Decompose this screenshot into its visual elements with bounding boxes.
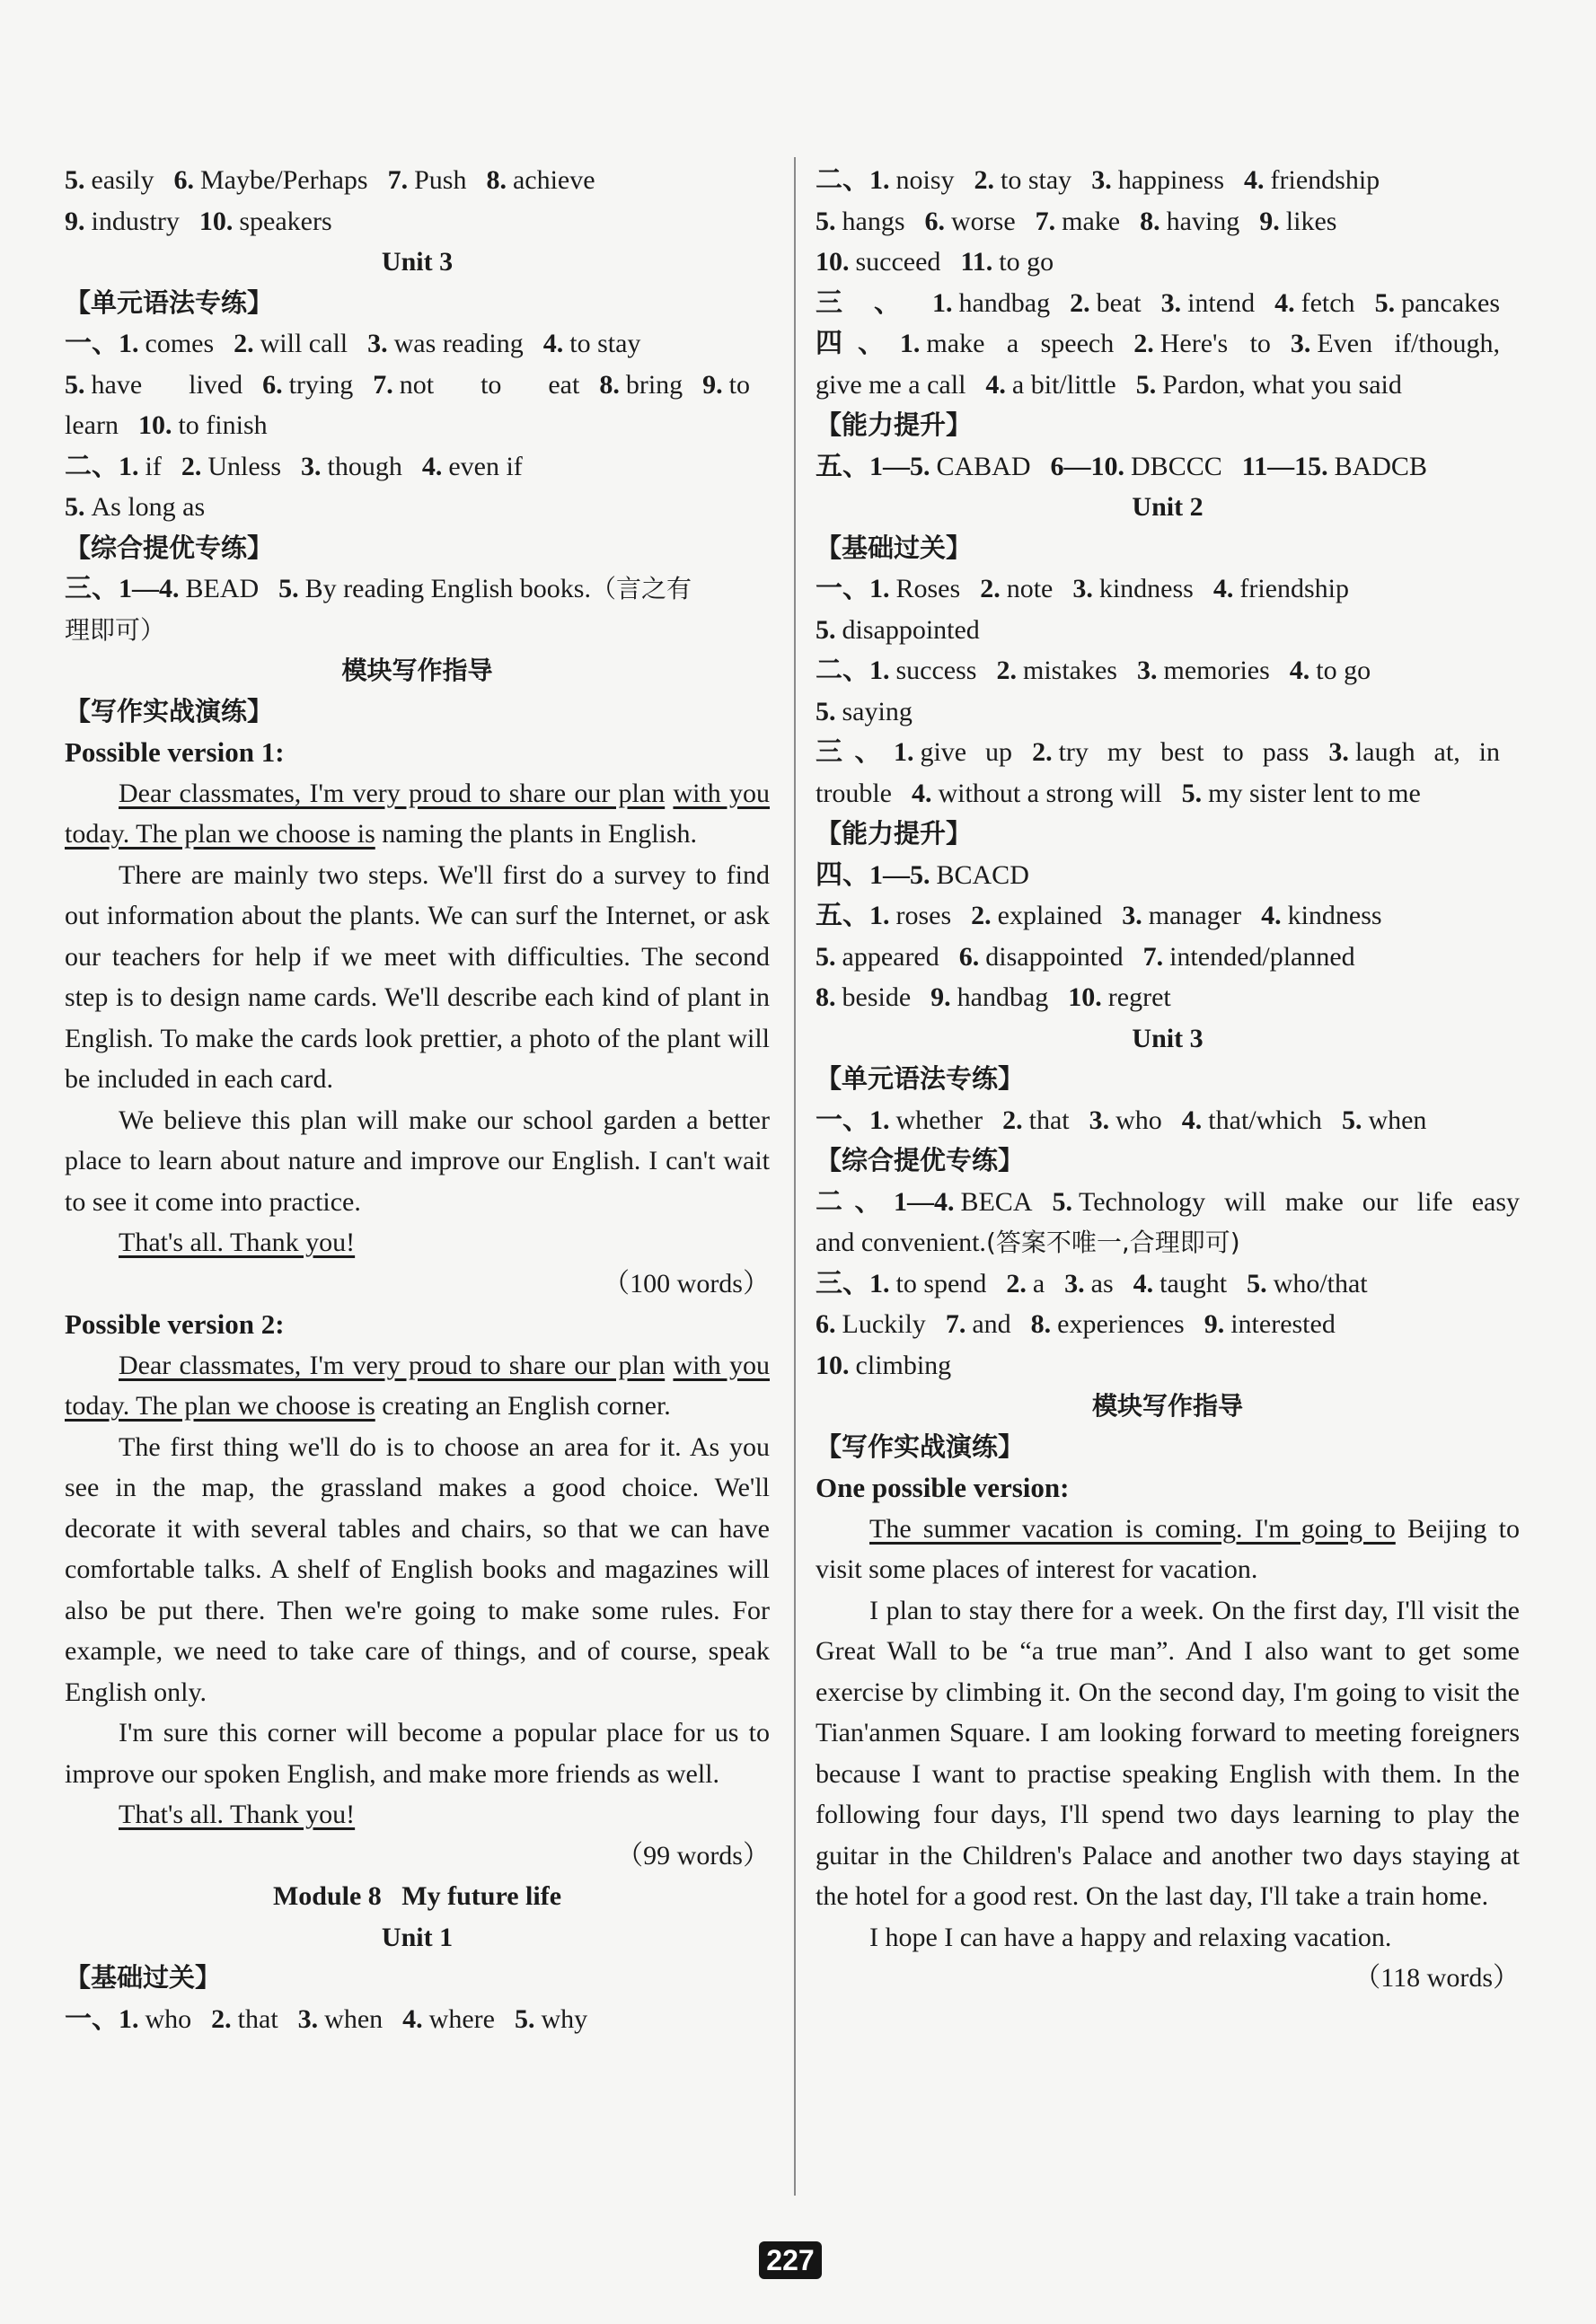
answer-text: and convenient. xyxy=(816,1228,986,1257)
underlined-text: That's all. Thank you! xyxy=(119,1228,356,1257)
essay-paragraph: The first thing we'll do is to choose an area for it. As you see in the map, the grassland makes a good choice. We'll decorate it with several tables and chairs, so that we can have comfortable talks. A shelf of English books and magazines will also be put there. Then we're going to make some rules. For example, we need to take care of things, and of course, speak English only. xyxy=(65,1431,770,1707)
answer-text: if xyxy=(145,451,162,481)
answer-line xyxy=(816,242,1520,283)
version-title: Possible version 2: xyxy=(65,1308,285,1340)
answer-line xyxy=(816,1345,1520,1386)
essay-text: naming the plants in English. xyxy=(375,819,698,849)
section-title: 【基础过关】 xyxy=(65,1962,222,1993)
question-number: 4. xyxy=(421,451,443,481)
section-prefix: 四、 xyxy=(816,329,900,358)
right-column xyxy=(816,160,1520,1999)
answer-line xyxy=(816,773,1520,814)
question-number: 10. xyxy=(1068,982,1102,1012)
answer-line xyxy=(816,1222,1520,1263)
question-number: 3. xyxy=(1290,329,1311,358)
answer-text: manager xyxy=(1148,901,1242,930)
question-number: 10. xyxy=(198,206,234,236)
answer-text: experiences xyxy=(1057,1309,1185,1339)
question-number: 6. xyxy=(958,941,980,972)
section-prefix: 五、 xyxy=(816,451,869,481)
question-number: 1. xyxy=(119,451,139,481)
answer-text: Pardon, what you said xyxy=(1162,369,1402,400)
question-number: 4. xyxy=(1212,574,1234,603)
answer-text: regret xyxy=(1107,982,1171,1012)
question-number: 1—5. xyxy=(869,451,930,481)
answer-text: who xyxy=(145,2003,192,2034)
question-number: 4. xyxy=(911,778,932,808)
answer-line xyxy=(816,610,1520,651)
answer-line xyxy=(816,691,1520,733)
section-prefix: 二、 xyxy=(65,451,119,481)
essay-paragraph xyxy=(816,1509,1520,1590)
answer-text: fetch xyxy=(1301,287,1355,318)
question-number: 6. xyxy=(262,369,283,400)
section-heading: 模块写作指导 xyxy=(1091,1391,1243,1421)
question-number: 9. xyxy=(1204,1309,1225,1339)
section-prefix: 三、 xyxy=(65,574,119,603)
section-prefix: 二、 xyxy=(816,1186,894,1217)
answer-text: BCACD xyxy=(936,859,1029,890)
answer-text: pancakes xyxy=(1401,287,1500,318)
question-number: 3. xyxy=(1122,901,1142,930)
question-number: 4. xyxy=(985,369,1006,400)
answer-text: trying xyxy=(288,369,354,400)
question-number: 11. xyxy=(960,247,993,277)
question-number: 5. xyxy=(1135,369,1157,400)
unit-heading: Unit 3 xyxy=(1132,1023,1204,1053)
question-number: 4. xyxy=(1181,1105,1203,1135)
question-number: 5. xyxy=(816,614,836,645)
answer-text: Luckily xyxy=(842,1309,926,1339)
section-prefix: 四、 xyxy=(816,859,869,890)
note-text: （言之有 xyxy=(590,574,692,603)
answer-text: CABAD xyxy=(936,451,1031,481)
question-number: 2. xyxy=(1133,329,1154,358)
question-number: 5. xyxy=(514,2003,535,2034)
question-number: 1—5. xyxy=(869,859,930,890)
answer-text: as xyxy=(1090,1268,1114,1298)
column-divider xyxy=(794,157,796,2196)
essay-text: creating an English corner. xyxy=(375,1391,671,1421)
answer-line xyxy=(816,365,1520,406)
essay-paragraph: There are mainly two steps. We'll first do a survey to find out information about the plants. We can surf the Internet, or ask our teachers for help if we meet with difficulties. The second step is to design name cards. We'll describe each kind of plant in English. To make the cards look prettier, a photo of the plant will be included in each card. xyxy=(65,859,770,1094)
answer-text: where xyxy=(428,2003,495,2034)
question-number: 1—4. xyxy=(119,574,180,603)
answer-text: trouble xyxy=(816,778,892,808)
question-number: 4. xyxy=(402,2003,423,2034)
essay-paragraph: I plan to stay there for a week. On the first day, I'll visit the Great Wall to be “a true man”. And I also want to get some exercise by climbing it. On the second day, I'm going to visit the Tian'anmen Square. I am looking forward to meeting foreigners because I want to practise speaking English with them. In the following four days, I'll spend two days learning to play the guitar in the Children's Palace and another two days staying at the hotel for a good rest. On the last day, I'll take a train home. xyxy=(816,1595,1520,1911)
answer-text: laugh at, in xyxy=(1354,737,1500,767)
question-number: 5. xyxy=(1341,1105,1362,1135)
answer-text: to go xyxy=(1316,656,1371,685)
answer-line xyxy=(65,201,770,242)
question-number: 3. xyxy=(367,329,388,358)
answer-line xyxy=(816,895,1520,937)
answer-text: industry xyxy=(91,206,180,236)
answer-text: intended/planned xyxy=(1169,941,1355,972)
underlined-text: with you today. The plan we choose is xyxy=(65,778,771,849)
answer-line xyxy=(65,160,770,201)
note-text: (答案不唯一,合理即可) xyxy=(985,1228,1240,1257)
section-title: 【基础过关】 xyxy=(816,532,973,563)
answer-text: to spend xyxy=(895,1268,987,1298)
question-number: 1. xyxy=(119,2003,139,2034)
answer-text: succeed xyxy=(855,247,941,277)
answer-line xyxy=(816,160,1520,201)
underlined-text: Dear classmates, I'm very proud to share our plan xyxy=(119,778,666,808)
answer-text: By reading English books. xyxy=(304,574,591,603)
question-number: 2. xyxy=(1006,1268,1027,1298)
question-number: 5. xyxy=(1374,287,1396,318)
question-number: 8. xyxy=(1030,1309,1052,1339)
answer-text: Here's to xyxy=(1160,329,1271,358)
answer-line xyxy=(816,855,1520,896)
answer-text: make xyxy=(1062,206,1121,236)
answer-text: will call xyxy=(260,329,348,358)
question-number: 1. xyxy=(869,574,890,603)
answer-text: was reading xyxy=(393,329,524,358)
answer-text: comes xyxy=(145,329,215,358)
question-number: 6. xyxy=(816,1309,836,1339)
section-title: 【单元语法专练】 xyxy=(65,286,274,318)
answer-text: and xyxy=(972,1309,1011,1339)
section-prefix: 三、 xyxy=(816,737,894,767)
answer-text: Maybe/Perhaps xyxy=(199,165,368,195)
answer-text: learn xyxy=(65,410,119,440)
section-prefix: 一、 xyxy=(816,574,869,603)
answer-text: without a strong will xyxy=(938,778,1162,808)
answer-text: to stay xyxy=(569,329,641,358)
answer-text: even if xyxy=(448,451,523,481)
answer-text: explained xyxy=(997,901,1103,930)
question-number: 7. xyxy=(945,1309,966,1339)
question-number: 3. xyxy=(297,2003,319,2034)
unit-heading: Unit 3 xyxy=(381,247,454,277)
answer-text: Even if/though, xyxy=(1317,329,1501,358)
question-number: 3. xyxy=(1091,165,1112,195)
answer-text: make a speech xyxy=(926,329,1115,358)
answer-text: give up xyxy=(920,737,1013,767)
answer-text: having xyxy=(1166,206,1240,236)
question-number: 1. xyxy=(869,1105,890,1135)
question-number: 5. xyxy=(1052,1186,1072,1217)
section-title: 【能力提升】 xyxy=(816,818,973,849)
question-number: 10. xyxy=(137,410,172,440)
answer-text: to xyxy=(728,369,751,400)
question-number: 3. xyxy=(301,451,322,481)
answer-text: a xyxy=(1032,1268,1045,1298)
answer-text: intend xyxy=(1187,287,1256,318)
essay-paragraph xyxy=(65,1222,770,1263)
question-number: 6. xyxy=(924,206,945,236)
question-number: 2. xyxy=(974,165,995,195)
answer-text: hangs xyxy=(842,206,905,236)
note-text: 理即可） xyxy=(65,614,166,645)
question-number: 2. xyxy=(1032,737,1053,767)
answer-text: easily xyxy=(91,165,154,195)
answer-line xyxy=(816,323,1520,365)
answer-text: mistakes xyxy=(1022,656,1117,685)
answer-line xyxy=(65,365,770,406)
answer-text: memories xyxy=(1163,656,1270,685)
question-number: 5. xyxy=(278,574,299,603)
answer-text: who/that xyxy=(1273,1268,1368,1298)
unit-heading: Unit 2 xyxy=(1132,492,1204,522)
answer-text: beside xyxy=(842,982,912,1012)
question-number: 1. xyxy=(869,656,890,685)
answer-text: roses xyxy=(895,901,952,930)
question-number: 8. xyxy=(599,369,620,400)
answer-text: note xyxy=(1006,574,1054,603)
answer-line xyxy=(816,283,1520,324)
underlined-text: Dear classmates, I'm very proud to share our plan xyxy=(119,1350,666,1380)
question-number: 2. xyxy=(971,901,992,930)
answer-text: achieve xyxy=(512,165,595,195)
answer-text: handbag xyxy=(957,982,1049,1012)
answer-text: DBCCC xyxy=(1131,451,1222,481)
question-number: 4. xyxy=(542,329,564,358)
question-number: 1. xyxy=(869,1268,890,1298)
section-prefix: 一、 xyxy=(816,1105,869,1135)
question-number: 1. xyxy=(931,287,953,318)
question-number: 5. xyxy=(816,206,836,236)
answer-text: noisy xyxy=(895,165,955,195)
answer-line xyxy=(65,568,770,610)
answer-text: though xyxy=(327,451,402,481)
answer-text: that/which xyxy=(1208,1105,1322,1135)
question-number: 8. xyxy=(816,982,836,1012)
question-number: 5. xyxy=(816,941,836,972)
answer-text: happiness xyxy=(1117,165,1225,195)
essay-paragraph: I hope I can have a happy and relaxing vacation. xyxy=(869,1922,1392,1952)
question-number: 3. xyxy=(1328,737,1349,767)
answer-line xyxy=(816,201,1520,242)
answer-line xyxy=(816,568,1520,610)
section-heading: 模块写作指导 xyxy=(341,656,493,685)
answer-line xyxy=(816,1100,1520,1141)
question-number: 4. xyxy=(1289,656,1310,685)
question-number: 5. xyxy=(1247,1268,1267,1298)
section-title: 【综合提优专练】 xyxy=(816,1145,1025,1175)
question-number: 7. xyxy=(387,165,409,195)
answer-text: worse xyxy=(951,206,1016,236)
question-number: 2. xyxy=(980,574,1001,603)
essay-paragraph xyxy=(65,1345,770,1427)
section-title: 【写作实战演练】 xyxy=(816,1430,1025,1462)
answer-text: Push xyxy=(414,165,467,195)
answer-line xyxy=(816,1182,1520,1223)
word-count: （99 words） xyxy=(616,1840,770,1871)
question-number: 4. xyxy=(1274,287,1295,318)
word-count: （118 words） xyxy=(1354,1963,1520,1993)
question-number: 4. xyxy=(1244,165,1265,195)
answer-text: appeared xyxy=(842,941,939,972)
section-title: 【单元语法专练】 xyxy=(816,1063,1025,1094)
question-number: 1. xyxy=(899,329,921,358)
answer-text: disappointed xyxy=(985,941,1124,972)
question-number: 3. xyxy=(1136,656,1158,685)
question-number: 4. xyxy=(1133,1268,1154,1298)
answer-text: BADCB xyxy=(1334,451,1427,481)
question-number: 3. xyxy=(1089,1105,1110,1135)
answer-text: kindness xyxy=(1287,901,1382,930)
section-prefix: 三、 xyxy=(816,1268,869,1298)
answer-line xyxy=(816,650,1520,691)
question-number: 2. xyxy=(1070,287,1090,318)
question-number: 1. xyxy=(119,329,139,358)
answer-text: bring xyxy=(625,369,683,400)
essay-paragraph: We believe this plan will make our school garden a better place to learn about nature and improve our English. I can't wait to see it come into practice. xyxy=(65,1105,770,1217)
answer-text: friendship xyxy=(1270,165,1380,195)
question-number: 1. xyxy=(869,165,890,195)
answer-text: to stay xyxy=(1001,165,1072,195)
answer-text: friendship xyxy=(1239,574,1349,603)
answer-text: Unless xyxy=(207,451,281,481)
answer-text: to go xyxy=(999,247,1054,277)
question-number: 1—4. xyxy=(893,1186,955,1217)
question-number: 6. xyxy=(173,165,194,195)
question-number: 5. xyxy=(816,696,836,726)
section-title: 【能力提升】 xyxy=(816,409,973,440)
answer-text: As long as xyxy=(91,492,206,522)
answer-line xyxy=(816,937,1520,978)
question-number: 5. xyxy=(65,165,85,195)
answer-text: interested xyxy=(1230,1309,1336,1339)
question-number: 3. xyxy=(1160,287,1182,318)
section-title: 【综合提优专练】 xyxy=(65,532,274,563)
answer-text: give me a call xyxy=(816,369,966,400)
word-count: （100 words） xyxy=(603,1268,770,1298)
answer-line xyxy=(816,446,1520,488)
question-number: 2. xyxy=(996,656,1017,685)
unit-heading: Unit 1 xyxy=(381,1922,454,1952)
answer-text: kindness xyxy=(1098,574,1194,603)
essay-paragraph xyxy=(65,773,770,855)
answer-text: who xyxy=(1115,1105,1162,1135)
question-number: 2. xyxy=(1002,1105,1023,1135)
underlined-text: The summer vacation is coming. I'm going to xyxy=(869,1513,1396,1544)
answer-text: when xyxy=(324,2003,384,2034)
answer-text: beat xyxy=(1096,287,1142,318)
question-number: 2. xyxy=(181,451,202,481)
question-number: 8. xyxy=(486,165,507,195)
answer-text: Roses xyxy=(895,574,961,603)
answer-text: climbing xyxy=(855,1350,952,1380)
answer-line xyxy=(816,977,1520,1018)
section-prefix: 三、 xyxy=(816,287,932,318)
answer-text: Technology will make our life easy xyxy=(1078,1186,1520,1217)
question-number: 11—15. xyxy=(1241,451,1328,481)
version-title: Possible version 1: xyxy=(65,736,285,768)
question-number: 10. xyxy=(816,247,850,277)
answer-text: speakers xyxy=(239,206,332,236)
answer-text: to finish xyxy=(178,410,268,440)
answer-text: that xyxy=(1028,1105,1070,1135)
question-number: 7. xyxy=(373,369,393,400)
underlined-text: with you today. The plan we choose is xyxy=(65,1350,771,1421)
answer-text: have lived xyxy=(91,369,243,400)
answer-text: whether xyxy=(895,1105,983,1135)
answer-line xyxy=(816,732,1520,773)
question-number: 9. xyxy=(702,369,723,400)
question-number: 7. xyxy=(1035,206,1056,236)
question-number: 7. xyxy=(1142,941,1164,972)
question-number: 3. xyxy=(1064,1268,1085,1298)
question-number: 9. xyxy=(1259,206,1280,236)
question-number: 9. xyxy=(65,206,85,236)
section-title: 【写作实战演练】 xyxy=(65,695,274,726)
question-number: 1. xyxy=(893,737,914,767)
question-number: 4. xyxy=(1261,901,1282,930)
page-number: 227 xyxy=(759,2241,822,2279)
section-prefix: 二、 xyxy=(816,656,869,685)
underlined-text: That's all. Thank you! xyxy=(119,1800,356,1829)
answer-text: why xyxy=(541,2003,588,2034)
answer-line xyxy=(65,487,770,528)
question-number: 5. xyxy=(1181,778,1203,808)
answer-text: BECA xyxy=(960,1186,1033,1217)
answer-text: disappointed xyxy=(842,614,980,645)
answer-text: success xyxy=(895,656,977,685)
question-number: 9. xyxy=(930,982,951,1012)
answer-line xyxy=(65,323,770,365)
section-prefix: 一、 xyxy=(65,329,119,358)
answer-text: when xyxy=(1368,1105,1427,1135)
question-number: 8. xyxy=(1140,206,1160,236)
question-number: 10. xyxy=(816,1350,850,1380)
question-number: 5. xyxy=(65,369,85,400)
question-number: 6—10. xyxy=(1050,451,1125,481)
answer-text: saying xyxy=(842,696,913,726)
left-column xyxy=(65,160,770,2039)
answer-text: try my best to pass xyxy=(1058,737,1309,767)
question-number: 3. xyxy=(1072,574,1093,603)
answer-text: taught xyxy=(1160,1268,1228,1298)
answer-line xyxy=(65,1999,770,2040)
question-number: 1. xyxy=(869,901,890,930)
essay-paragraph xyxy=(65,1794,770,1835)
answer-text: handbag xyxy=(958,287,1051,318)
answer-line xyxy=(65,405,770,446)
section-prefix: 二、 xyxy=(816,165,869,195)
answer-line xyxy=(816,1304,1520,1345)
answer-text: likes xyxy=(1285,206,1337,236)
answer-line xyxy=(816,1263,1520,1305)
answer-text: a bit/little xyxy=(1011,369,1116,400)
answer-text: that xyxy=(237,2003,278,2034)
question-number: 5. xyxy=(65,492,85,522)
question-number: 2. xyxy=(211,2003,232,2034)
version-title: One possible version: xyxy=(816,1472,1070,1503)
essay-paragraph: I'm sure this corner will become a popular place for us to improve our spoken English, and make more friends as well. xyxy=(65,1718,770,1789)
module-heading: Module 8 My future life xyxy=(272,1881,562,1911)
answer-text: BEAD xyxy=(185,574,260,603)
section-prefix: 五、 xyxy=(816,901,869,930)
answer-text: not to eat xyxy=(399,369,580,400)
answer-line xyxy=(65,446,770,488)
question-number: 2. xyxy=(234,329,254,358)
essay-text: Beijing to visit some places of interest for vacation. xyxy=(816,1513,1520,1584)
section-prefix: 一、 xyxy=(65,2003,119,2034)
answer-text: my sister lent to me xyxy=(1208,778,1421,808)
